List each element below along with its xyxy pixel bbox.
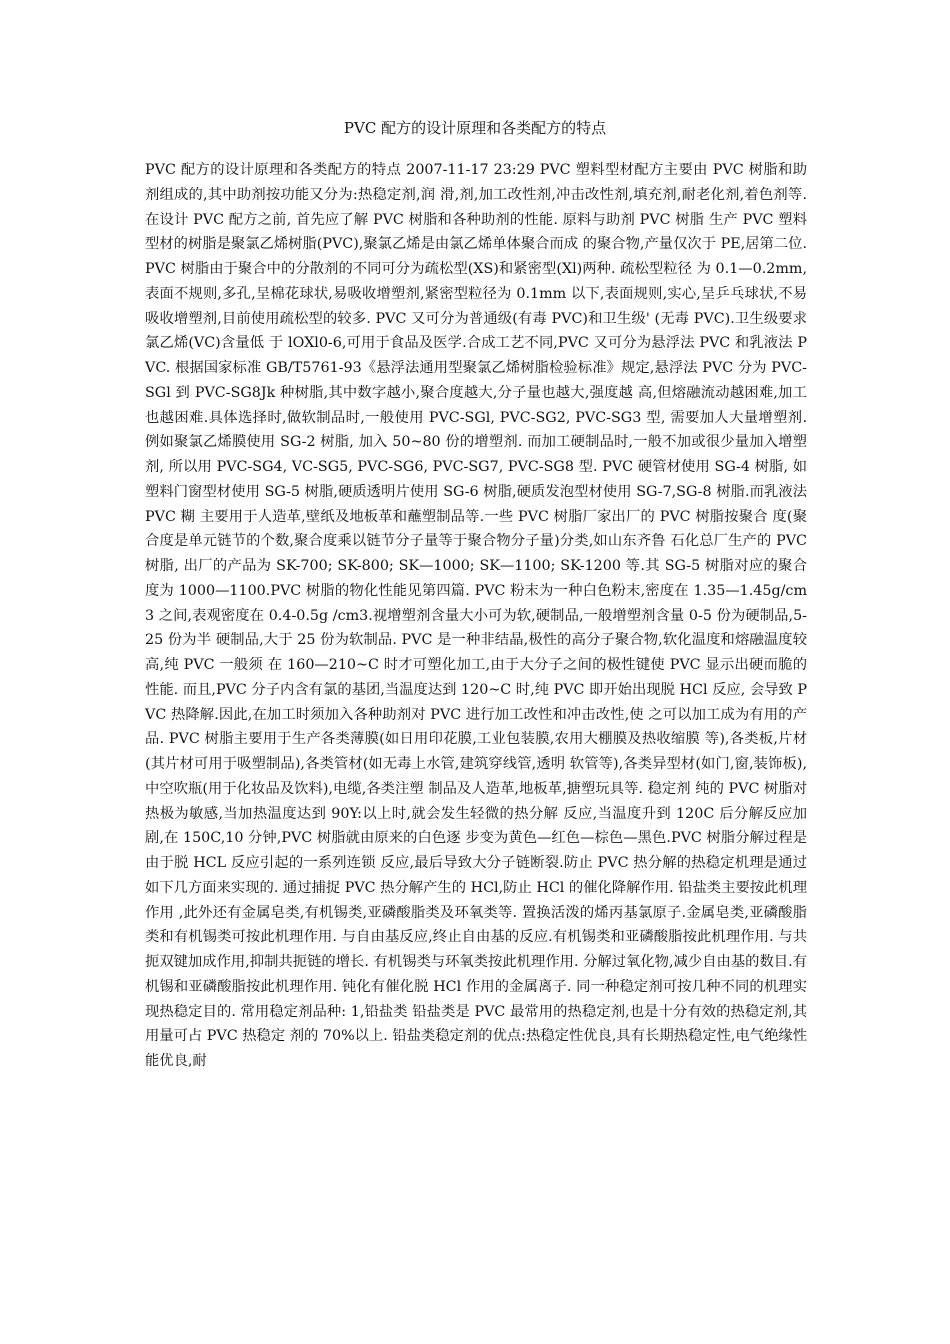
document-body: PVC 配方的设计原理和各类配方的特点 2007-11-17 23:29 PVC 塑料型材配方主要由 PVC 树脂和助剂组成的,其中助剂按功能又分为:热稳定剂,润 滑,剂,加工改性剂,冲击改性剂,填充剂,耐老化剂,着色剂等.在设计 PVC 配方之前, 首先应了解 PVC 树脂和各种助剂的性能. 原料与助剂 PVC 树脂 生产 PVC 塑料型材的树脂是聚氯乙烯树脂(PVC),聚氯乙烯是由氯乙烯单体聚合而成 的聚合物,产量仅次于 PE,居第二位. PVC 树脂由于聚合中的分散剂的不同可分为疏松型(XS)和紧密型(Xl)两种. 疏松型粒径 为 0.1—0.2mm,表面不规则,多孔,呈棉花球状,易吸收增塑剂,紧密型粒径为 0.1mm 以下,表面规则,实心,呈乒乓球状,不易吸收增塑剂,目前使用疏松型的较多. PVC 又可分为普通级(有毒 PVC)和卫生级' (无毒 PVC).卫生级要求氯乙烯(VC)含量低 于 lOXl0-6,可用于食品及医学.合成工艺不同,PVC 又可分为悬浮法 PVC 和乳液法 PVC. 根据国家标准 GB/T5761-93《悬浮法通用型聚氯乙烯树脂检验标准》规定,悬浮法 PVC 分为 PVC-SGl 到 PVC-SG8Jk 种树脂,其中数字越小,聚合度越大,分子量也越大,强度越 高,但熔融流动越困难,加工也越困难.具体选择时,做软制品时,一般使用 PVC-SGl, PVC-SG2, PVC-SG3 型, 需要加人大量增塑剂. 例如聚氯乙烯膜使用 SG-2 树脂, 加入 50~80 份的增塑剂. 而加工硬制品时,一般不加或很少量加入增塑剂, 所以用 PVC-SG4, VC-SG5, PVC-SG6, PVC-SG7, PVC-SG8 型. PVC 硬管材使用 SG-4 树脂, 如 塑料门窗型材使用 SG-5 树脂,硬质透明片使用 SG-6 树脂,硬质发泡型材使用 SG-7,SG-8 树脂.而乳液法 PVC 糊 主要用于人造革,壁纸及地板革和蘸塑制品等.一些 PVC 树脂厂家出厂的 PVC 树脂按聚合 度(聚合度是单元链节的个数,聚合度乘以链节分子量等于聚合物分子量)分类,如山东齐鲁 石化总厂生产的 PVC 树脂, 出厂的产品为 SK-700; SK-800; SK—1000; SK—1100; SK-1200 等.其 SG-5 树脂对应的聚合度为 1000—1100.PVC 树脂的物化性能见第四篇. PVC 粉末为一种白色粉末,密度在 1.35—1.45g/cm3 之间,表观密度在 0.4-0.5g /cm3.视增塑剂含量大小可为软,硬制品,一般增塑剂含量 0-5 份为硬制品,5-25 份为半 硬制品,大于 25 份为软制品. PVC 是一种非结晶,极性的高分子聚合物,软化温度和熔融温度较高,纯 PVC 一般须 在 160—210~C 时才可塑化加工,由于大分子之间的极性键使 PVC 显示出硬而脆的性能. 而且,PVC 分子内含有氯的基团,当温度达到 120~C 时,纯 PVC 即开始出现脱 HCl 反应, 会导致 PVC 热降解.因此,在加工时须加入各种助剂对 PVC 进行加工改性和冲击改性,使 之可以加工成为有用的产品. PVC 树脂主要用于生产各类薄膜(如日用印花膜,工业包装膜,农用大棚膜及热收缩膜 等),各类板,片材(其片材可用于吸塑制品),各类管材(如无毒上水管,建筑穿线管,透明 软管等),各类异型材(如门,窗,装饰板),中空吹瓶(用于化妆品及饮料),电缆,各类注塑 制品及人造革,地板革,搪塑玩具等. 稳定剂 纯的 PVC 树脂对热极为敏感,当加热温度达到 90Y:以上时,就会发生轻微的热分解 反应,当温度升到 120C 后分解反应加剧,在 150C,10 分钟,PVC 树脂就由原来的白色逐 步变为黄色—红色—棕色—黑色.PVC 树脂分解过程是由于脱 HCL 反应引起的一系列连锁 反应,最后导致大分子链断裂.防止 PVC 热分解的热稳定机理是通过如下几方面来实现的. 通过捕捉 PVC 热分解产生的 HCl,防止 HCl 的催化降解作用. 铅盐类主要按此机理作用 ,此外还有金属皂类,有机锡类,亚磷酸脂类及环氧类等. 置换活泼的烯丙基氯原子.金属皂类,亚磷酸脂类和有机锡类可按此机理作用. 与自由基反应,终止自由基的反应.有机锡类和亚磷酸脂按此机理作用. 与共扼双键加成作用,抑制共扼链的增长. 有机锡类与环氧类按此机理作用. 分解过氧化物,减少自由基的数目.有机锡和亚磷酸脂按此机理作用. 钝化有催化脱 HCl 作用的金属离子. 同一种稳定剂可按几种不同的机理实现热稳定目的. 常用稳定剂品种: 1,铅盐类 铅盐类是 PVC 最常用的热稳定剂,也是十分有效的热稳定剂,其用量可占 PVC 热稳定 剂的 70%以上. 铅盐类稳定剂的优点:热稳定性优良,具有长期热稳定性,电气绝缘性能优良,耐 [145,162,807,1069]
document-title: PVC 配方的设计原理和各类配方的特点 [343,119,607,137]
